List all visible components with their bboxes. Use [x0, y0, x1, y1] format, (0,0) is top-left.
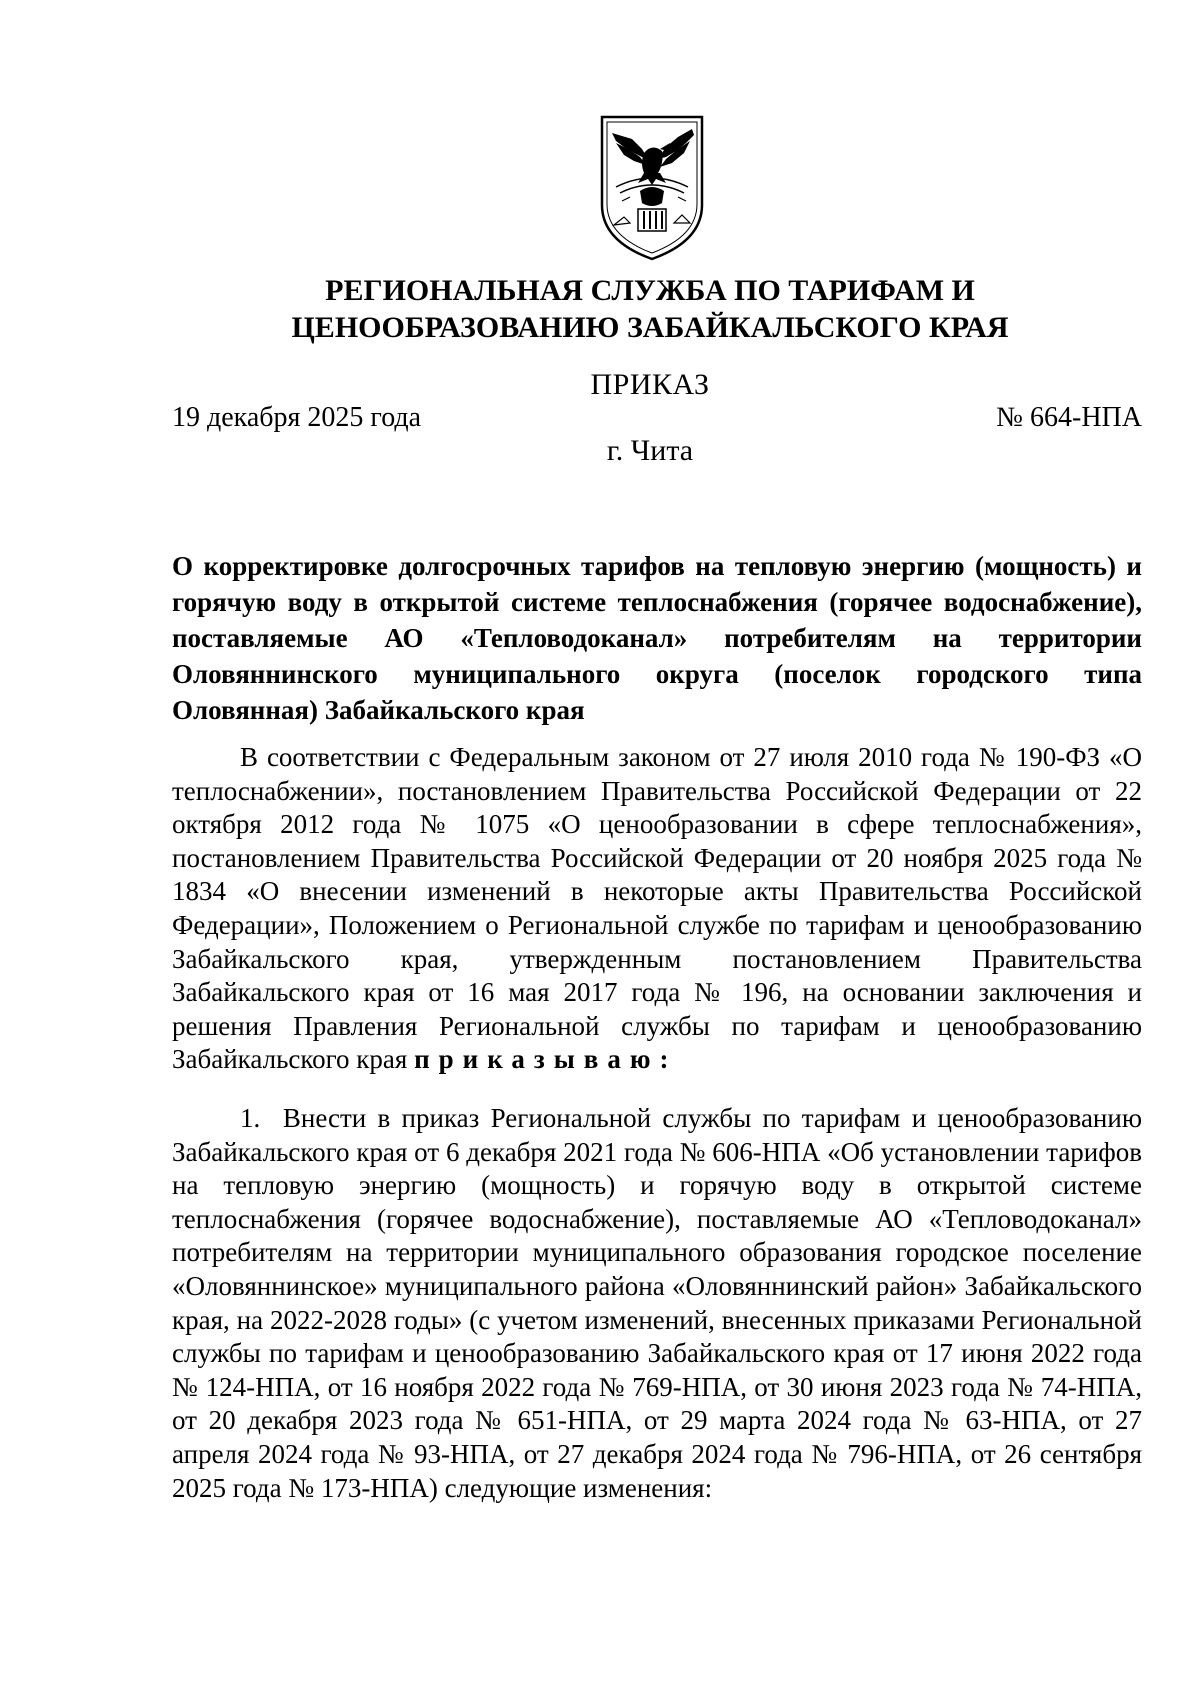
organization-title [150, 272, 1150, 346]
list-item [172, 1102, 1142, 1505]
document-date: 19 декабря 2025 года [172, 402, 422, 433]
preamble-text: В соответствии с Федеральным законом от 27 июля 2010 года № 190-ФЗ «О теплоснабжении», постановлением Правительства Российской Федерации от 22 октября 2012 года № 1075 «О ценообразовании в сфере теплоснабжения», постановлением Правительства Российской Федерации от 20 ноября 2025 года № 1834 «О внесении изменений в некоторые акты Правительства Российской Федерации», Положением о Региональной службе по тарифам и ценообразованию Забайкальского края, утвержденным постановлением Правительства Забайкальского края от 16 мая 2017 года № 196, на основании заключения и решения Правления Региональной службы по тарифам и ценообразованию Забайкальского края [172, 742, 1142, 1075]
item-text: Внести в приказ Региональной службы по тарифам и ценообразованию Забайкальского края от 6 декабря 2021 года № 606-НПА «Об установлении тарифов на тепловую энергию (мощность) и горячую воду в открытой системе теплоснабжения (горячее водоснабжение), поставляемые АО «Тепловодоканал» потребителям на территории муниципального образования городское поселение «Оловяннинское» муниципального района «Оловяннинский район» Забайкальского края, на 2022-2028 годы» (с учетом изменений, внесенных приказами Региональной службы по тарифам и ценообразованию Забайкальского края от 17 июня 2022 года № 124-НПА, от 16 ноября 2022 года № 769-НПА, от 30 июня 2023 года № 74-НПА, от 20 декабря 2023 года № 651-НПА, от 29 марта 2024 года № 63-НПА, от 27 апреля 2024 года № 93-НПА, от 27 декабря 2024 года № 796-НПА, от 26 сентября 2025 года № 173-НПА) следующие изменения: [172, 1103, 1142, 1503]
decree-word: приказываю: [414, 1044, 678, 1075]
org-title-line2: ЦЕНООБРАЗОВАНИЮ ЗАБАЙКАЛЬСКОГО КРАЯ [291, 311, 1009, 344]
document-city: г. Чита [606, 434, 694, 467]
coat-of-arms-icon [598, 113, 706, 261]
preamble-paragraph [172, 741, 1142, 1077]
document-subject: О корректировке долгосрочных тарифов на тепловую энергию (мощность) и горячую воду в открытой системе теплоснабжения (горячее водоснабжение), поставляемые АО «Тепловодоканал» потребителям на территории Оловяннинского муниципального округа (поселок городского типа Оловянная) Забайкальского края [172, 551, 1142, 725]
document-type: ПРИКАЗ [590, 368, 710, 401]
document-number: № 664-НПА [996, 402, 1142, 433]
item-number: 1. [240, 1103, 261, 1133]
org-title-line1: РЕГИОНАЛЬНАЯ СЛУЖБА ПО ТАРИФАМ И [325, 274, 975, 307]
